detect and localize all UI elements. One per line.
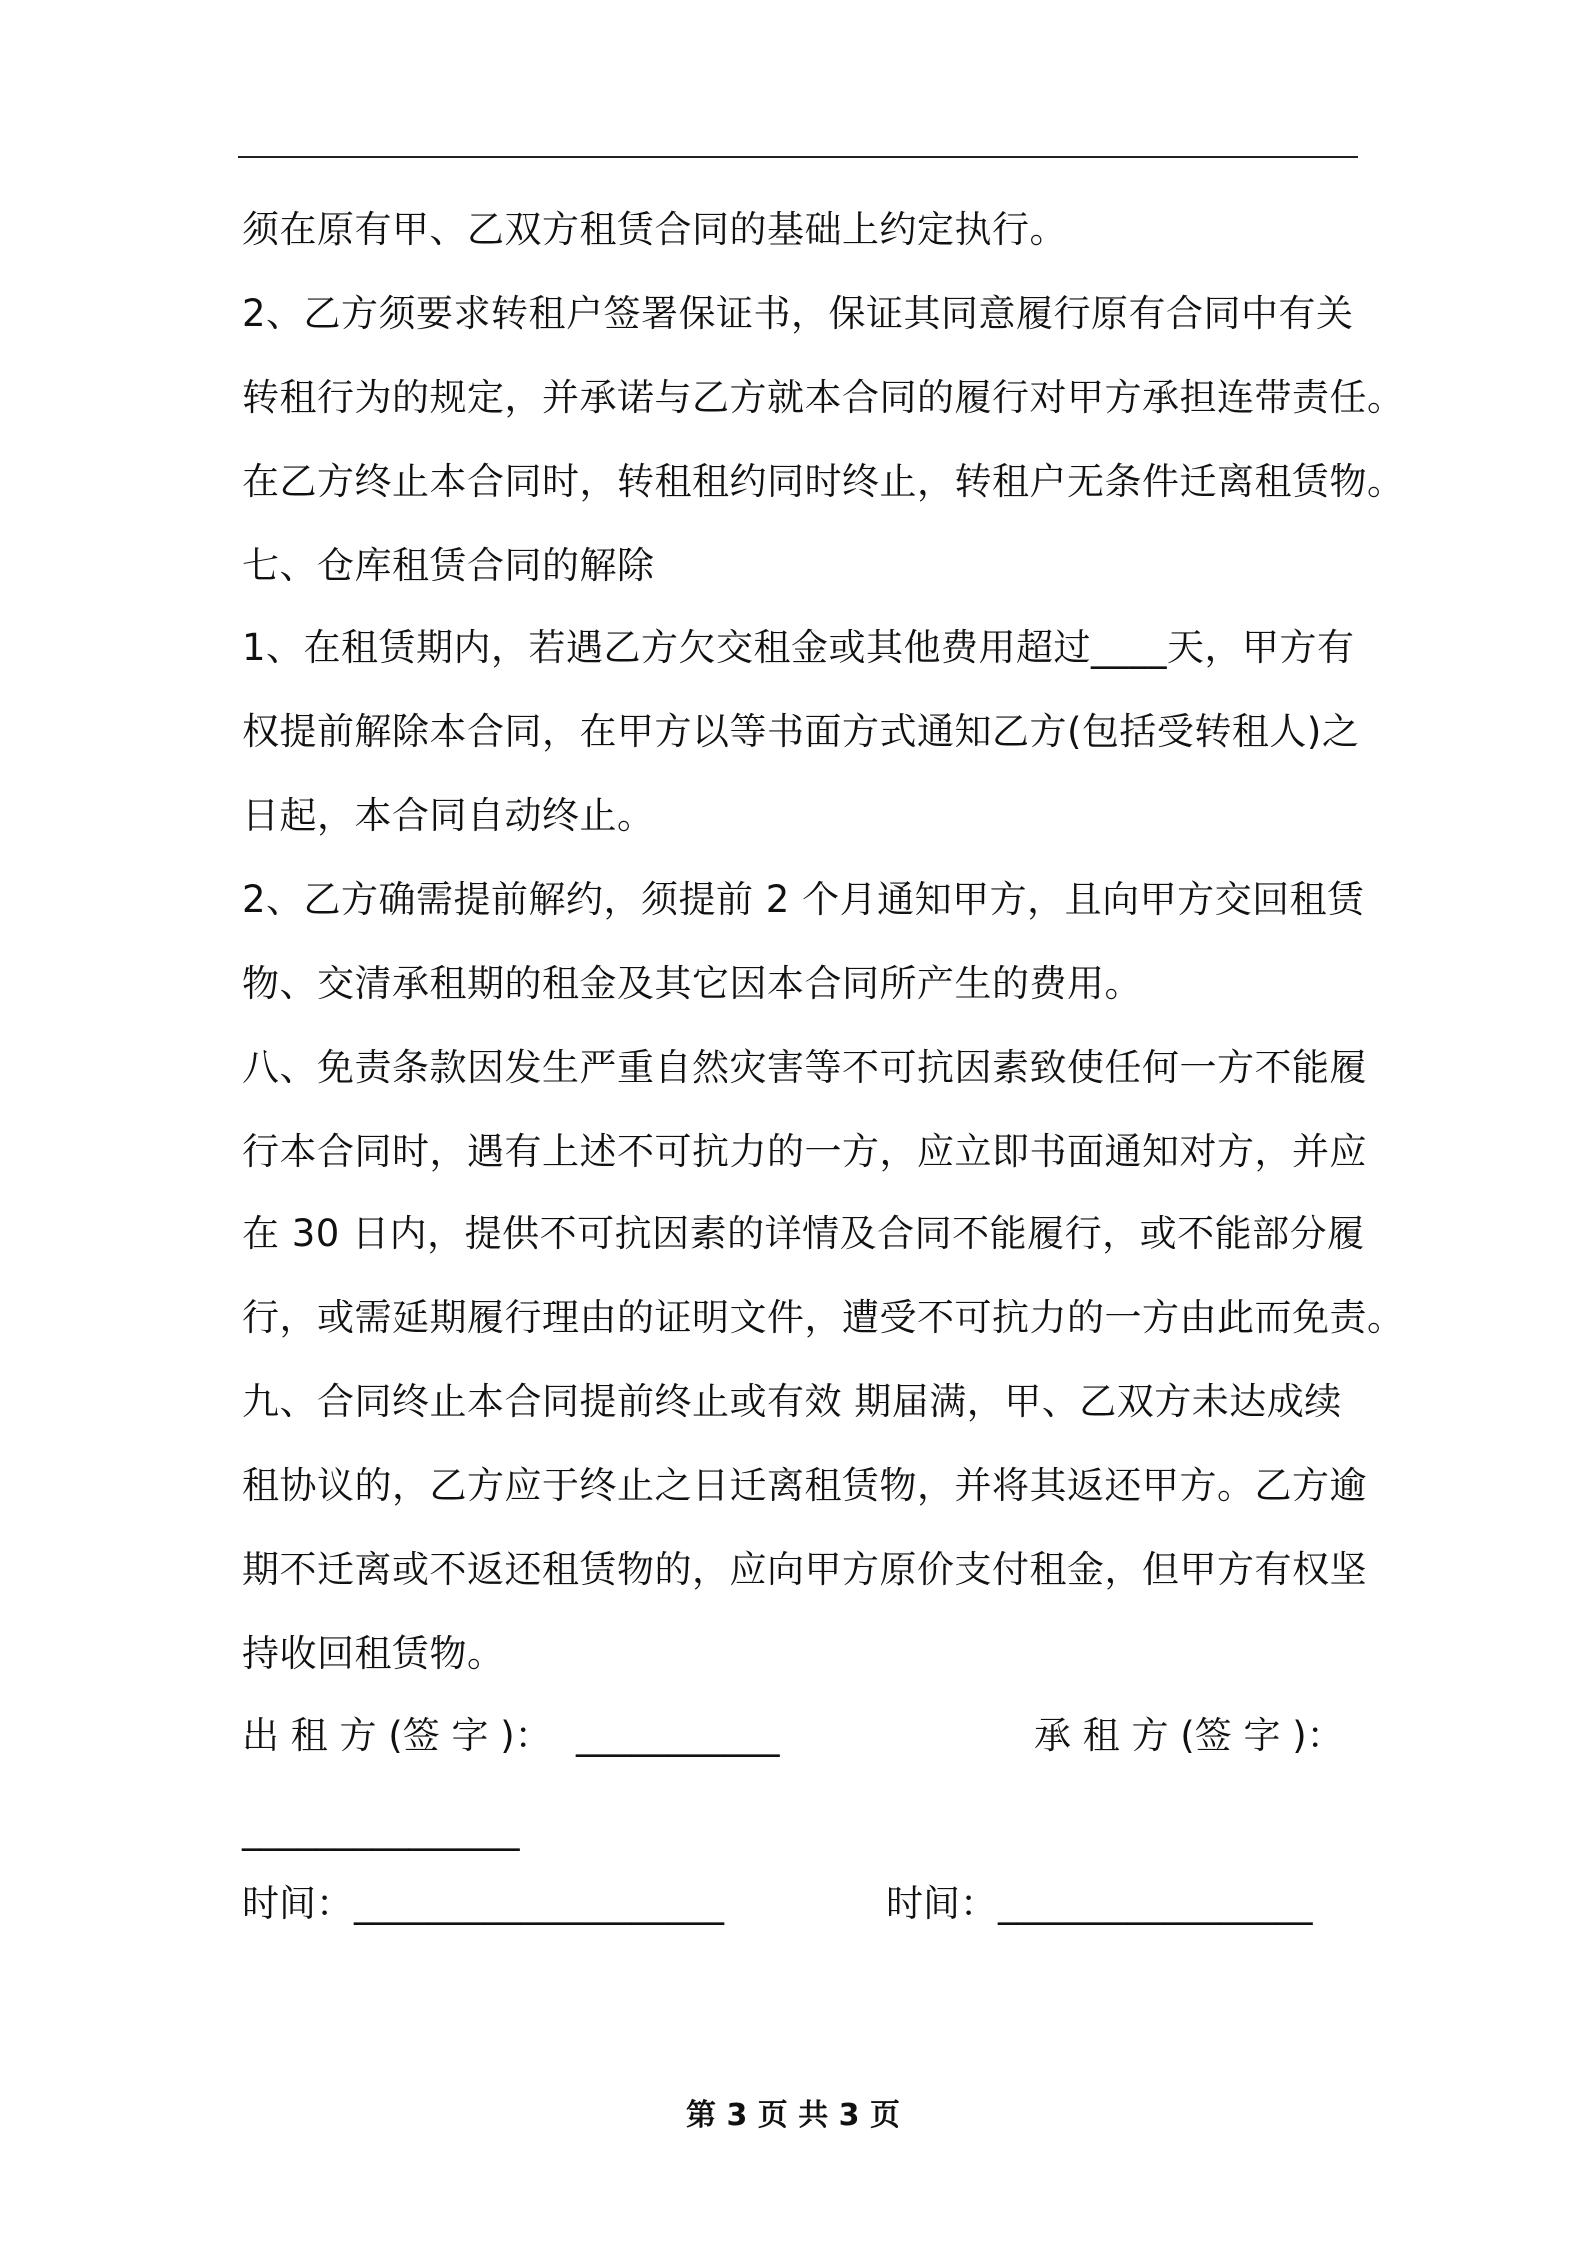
- paragraph-line: 须在原有甲、乙双方租赁合同的基础上约定执行。: [242, 208, 1067, 251]
- lessor-signature-label: 出 租 方 (签 字 )：: [242, 1714, 552, 1757]
- lessor-time-blank: ____________________: [354, 1882, 724, 1925]
- lessor-signature-blank: ___________: [576, 1714, 780, 1757]
- paragraph-line: 行本合同时，遇有上述不可抗力的一方，应立即书面通知对方，并应: [242, 1130, 1367, 1173]
- header-rule: [238, 156, 1358, 158]
- lessor-time-label: 时间：: [242, 1882, 353, 1925]
- paragraph-line: 2、乙方确需提前解约，须提前 2 个月通知甲方，且向甲方交回租赁: [242, 878, 1365, 921]
- lessee-time-label: 时间：: [886, 1882, 997, 1925]
- paragraph-line: 在乙方终止本合同时，转租租约同时终止，转租户无条件迁离租赁物。: [242, 460, 1405, 503]
- paragraph-line: 期不迁离或不返还租赁物的，应向甲方原价支付租金，但甲方有权坚: [242, 1548, 1367, 1591]
- lessee-time-blank: _________________: [998, 1882, 1313, 1925]
- paragraph-line: 八、免责条款因发生严重自然灾害等不可抗因素致使任何一方不能履: [242, 1046, 1367, 1089]
- paragraph-line: 日起，本合同自动终止。: [242, 794, 655, 837]
- paragraph-line: 转租行为的规定，并承诺与乙方就本合同的履行对甲方承担连带责任。: [242, 376, 1405, 419]
- paragraph-line: 2、乙方须要求转租户签署保证书，保证其同意履行原有合同中有关: [242, 292, 1354, 335]
- paragraph-line: 物、交清承租期的租金及其它因本合同所产生的费用。: [242, 962, 1142, 1005]
- paragraph-line: 1、在租赁期内，若遇乙方欠交租金或其他费用超过____天，甲方有: [242, 626, 1355, 669]
- lessee-signature-blank: _______________: [242, 1808, 520, 1851]
- lessee-signature-label: 承 租 方 (签 字 )：: [1034, 1714, 1344, 1757]
- paragraph-line: 行，或需延期履行理由的证明文件，遭受不可抗力的一方由此而免责。: [242, 1296, 1405, 1339]
- paragraph-line: 九、合同终止本合同提前终止或有效 期届满，甲、乙双方未达成续: [242, 1380, 1342, 1423]
- paragraph-line: 权提前解除本合同，在甲方以等书面方式通知乙方(包括受转租人)之: [242, 710, 1360, 753]
- paragraph-line: 租协议的，乙方应于终止之日迁离租赁物，并将其返还甲方。乙方逾: [242, 1464, 1367, 1507]
- paragraph-line: 在 30 日内，提供不可抗因素的详情及合同不能履行，或不能部分履: [242, 1212, 1365, 1255]
- paragraph-line: 持收回租赁物。: [242, 1632, 505, 1675]
- page-number: 第 3 页 共 3 页: [686, 2098, 900, 2133]
- section-heading: 七、仓库租赁合同的解除: [242, 544, 655, 587]
